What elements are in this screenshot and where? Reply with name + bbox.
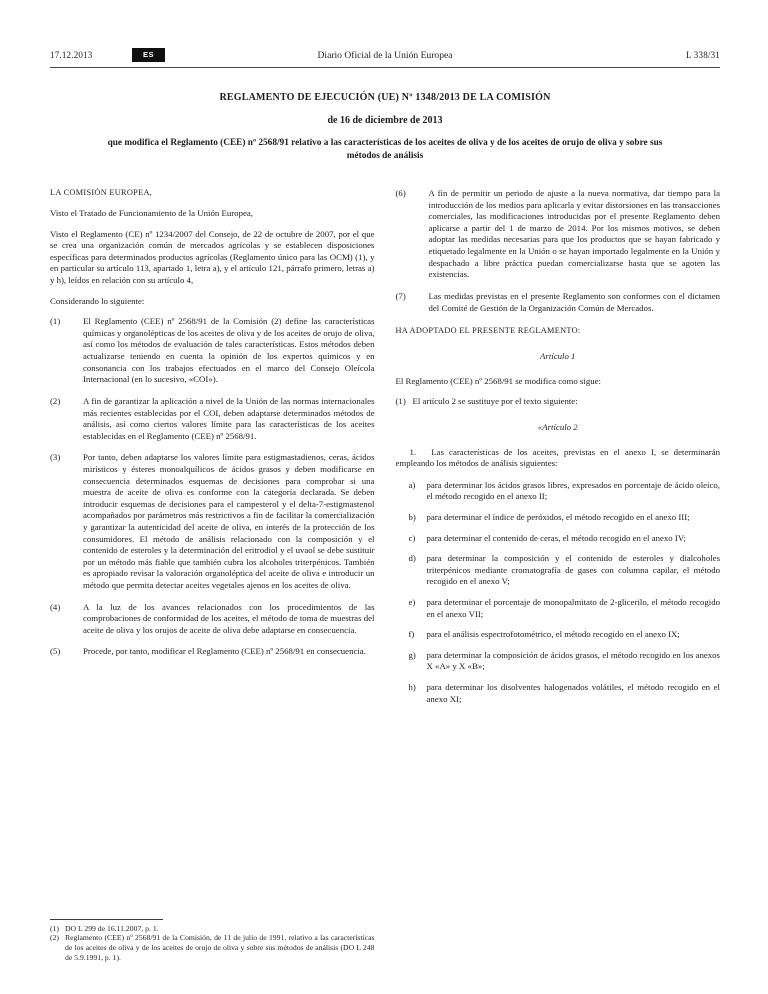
method-item (396, 480, 721, 503)
method-item (396, 553, 721, 588)
regulation-date: de 16 de diciembre de 2013 (327, 115, 443, 126)
recital (50, 452, 375, 591)
recital-text: Las medidas previstas en el presente Reglamento son conformes con el dictamen del Comité de Gestión de la Organización Común de Mercados. (428, 290, 720, 313)
footnote-text: DO L 299 de 16.11.2007, p. 1. (65, 923, 159, 933)
footnote-number: (1) (50, 923, 59, 933)
left-column (50, 188, 375, 963)
recital-number: (2) (50, 395, 61, 406)
adoption-formula: HA ADOPTADO EL PRESENTE REGLAMENTO: (395, 326, 581, 336)
recital-number: (6) (395, 188, 406, 199)
article-1-heading: Artículo 1 (540, 351, 576, 362)
footnote-list (50, 924, 375, 963)
recital-number: (1) (50, 316, 61, 327)
recital-text: Por tanto, deben adaptarse los valores límite para estigmastadienos, ceras, ácidos mirísticos y ésteres monoalquílicos de ácidos grasos y deben modificarse en consecuencia determinados esquemas de decisiones para comprobar si una muestra de aceite de oliva es conforme con la categoría declarada. Se deben introducir esquemas de decisiones para el campesterol y el delta-7-estigmastenol acompañados por parámetros más restrictivos a fin de facilitar la comercialización y garantizar la autenticidad del aceite de oliva, en interés de la protección de los consumidores. El método de análisis relacionado con la composición y el contenido de esteroles y la determinación del eritrodiol y el uvaol se debe sustituir por un método más fiable que también cubra los alcoholes triterpénicos. También es apropiado revisar la valoración organoléptica del aceite de oliva e introducir un método que permita detectar aceites vegetales ajenos en los aceites de oliva. (83, 452, 375, 591)
recital-text: A la luz de los avances relacionados con los procedimientos de las comprobaciones de conformidad de los aceites, el método de toma de muestras del aceite de oliva y los orujos de aceite de oliva debe adaptarse en consecuencia. (83, 601, 375, 635)
method-item (396, 682, 721, 705)
recital-text: El Reglamento (CEE) nº 2568/91 de la Comisión (2) define las características químicas y organolépticas de los aceites de oliva y de los aceites de orujo de oliva, así como los métodos de evaluación de tales características. Estos métodos deben actualizarse teniendo en cuenta la opinión de los expertos químicos y en consonancia con los trabajos efectuados en el marco del Consejo Oleícola Internacional (en lo sucesivo, «COI»). (83, 316, 375, 385)
recital (50, 646, 375, 658)
method-letter: h) (408, 682, 416, 693)
article-intro: El Reglamento (CEE) nº 2568/91 se modifica como sigue: (395, 375, 602, 386)
recital-text: A fin de permitir un periodo de ajuste a la nueva normativa, dar tiempo para la introducción de los medios para aplicarla y evitar distorsiones en las transacciones comerciales, las modificaciones introducidas por el presente Reglamento deben aplicarse a partir del 1 de marzo de 2014. Por los mismos motivos, se deben adoptar las medidas necesarias para que los productos que se hayan fabricado y etiquetado legalmente en la Unión o se hayan importado legalmente en la Unión y despachado a libre práctica puedan comercializarse hasta que se agoten las existencias. (428, 188, 720, 280)
recital (50, 602, 375, 637)
method-letter: g) (408, 649, 416, 660)
method-item (396, 597, 721, 620)
recital (50, 316, 375, 386)
method-item (396, 512, 721, 524)
amendment-item (396, 396, 721, 408)
method-letter: d) (408, 553, 416, 564)
footnote-text: Reglamento (CEE) nº 2568/91 de la Comisión, de 11 de julio de 1991, relativo a las características de los aceites de oliva y de los aceites de orujo de oliva y sobre sus métodos de análisis (DO L 248 de 5.9.1991, p. 1). (65, 933, 375, 963)
paragraph: Visto el Reglamento (CE) nº 1234/2007 del Consejo, de 22 de octubre de 2007, por el que se crea una organización común de mercados agrícolas y se establecen disposiciones específicas para determinados productos agrícolas (Reglamento único para las OCM) (1), y en particular su artículo 113, apartado 1, letra a), y el artículo 121, párrafo primero, letras a) y h), leídos en relación con su artículo 4, (50, 228, 375, 286)
recitals-left (50, 316, 375, 668)
footnote (50, 933, 375, 963)
recital-text: Procede, por tanto, modificar el Reglamento (CEE) nº 2568/91 en consecuencia. (83, 646, 366, 657)
body-columns (50, 188, 720, 963)
amendment-number: (1) (395, 396, 406, 407)
amendment-text: El artículo 2 se sustituye por el texto siguiente: (412, 396, 578, 407)
method-text: para determinar la composición de ácidos grasos, el método recogido en los anexos X «A» y X «B»; (426, 649, 720, 672)
intro-paragraphs (50, 188, 375, 316)
method-item (396, 533, 721, 545)
paragraph: LA COMISIÓN EUROPEA, (50, 188, 153, 198)
title-block (50, 92, 720, 163)
quoted-paragraph: 1. Las características de los aceites, previstas en el anexo I, se determinarán empleando los métodos de análisis siguientes: (395, 446, 720, 469)
method-letter: b) (408, 511, 416, 522)
recitals-right (396, 188, 721, 314)
method-list (396, 480, 721, 706)
method-text: para determinar los disolventes halogenados volátiles, el método recogido en el anexo XI; (426, 682, 720, 704)
method-letter: f) (408, 629, 415, 640)
journal-title: Diario Oficial de la Unión Europea (317, 50, 453, 61)
method-text: para el análisis espectrofotométrico, el método recogido en el anexo IX; (426, 629, 680, 640)
page-number: L 338/31 (685, 50, 720, 60)
footnote-number: (2) (50, 933, 59, 943)
method-text: para determinar el índice de peróxidos, el método recogido en el anexo III; (426, 511, 690, 522)
recital-number: (4) (50, 601, 61, 612)
regulation-title: REGLAMENTO DE EJECUCIÓN (UE) Nº 1348/2013 DE LA COMISIÓN (219, 92, 551, 103)
footnote-separator (50, 919, 163, 920)
recital (396, 291, 721, 314)
paragraph: Considerando lo siguiente: (50, 295, 145, 306)
language-badge: ES (132, 48, 165, 62)
method-text: para determinar la composición y el contenido de esteroles y dialcoholes triterpénicos mediante cromatografía de gases con columna capilar, el método recogido en el anexo V; (426, 553, 720, 587)
method-letter: e) (408, 596, 416, 607)
footnote (50, 924, 375, 934)
header-date: 17.12.2013 (50, 50, 93, 60)
regulation-subtitle: que modifica el Reglamento (CEE) nº 2568/91 relativo a las características de los aceites de oliva y de los aceites de orujo de oliva y sobre sus métodos de análisis (107, 138, 663, 162)
method-text: para determinar el porcentaje de monopalmitato de 2-glicerilo, el método recogido en el anexo VII; (426, 596, 720, 619)
paragraph: Visto el Tratado de Funcionamiento de la Unión Europea, (50, 207, 253, 218)
recital-number: (5) (50, 646, 61, 657)
recital (50, 396, 375, 442)
recital-number: (7) (395, 290, 406, 301)
method-item (396, 650, 721, 673)
page-header (50, 50, 720, 68)
recital-text: A fin de garantizar la aplicación a nivel de la Unión de las normas internacionales más recientes establecidas por el COI, deben adaptarse determinados métodos de análisis, así como ciertos valores límite para las características de los aceites establecidas en el Reglamento (CEE) nº 2568/91. (83, 395, 375, 441)
method-item (396, 629, 721, 641)
method-text: para determinar los ácidos grasos libres, expresados en porcentaje de ácido oleico, el método recogido en el anexo II; (426, 479, 720, 502)
method-letter: c) (408, 532, 416, 543)
method-text: para determinar el contenido de ceras, el método recogido en el anexo IV; (426, 532, 686, 543)
method-letter: a) (408, 479, 416, 490)
recital (396, 188, 721, 281)
right-column (396, 188, 721, 963)
footnotes-section (50, 915, 375, 963)
recital-number: (3) (50, 452, 61, 463)
quoted-article-heading: «Artículo 2 (537, 421, 578, 432)
